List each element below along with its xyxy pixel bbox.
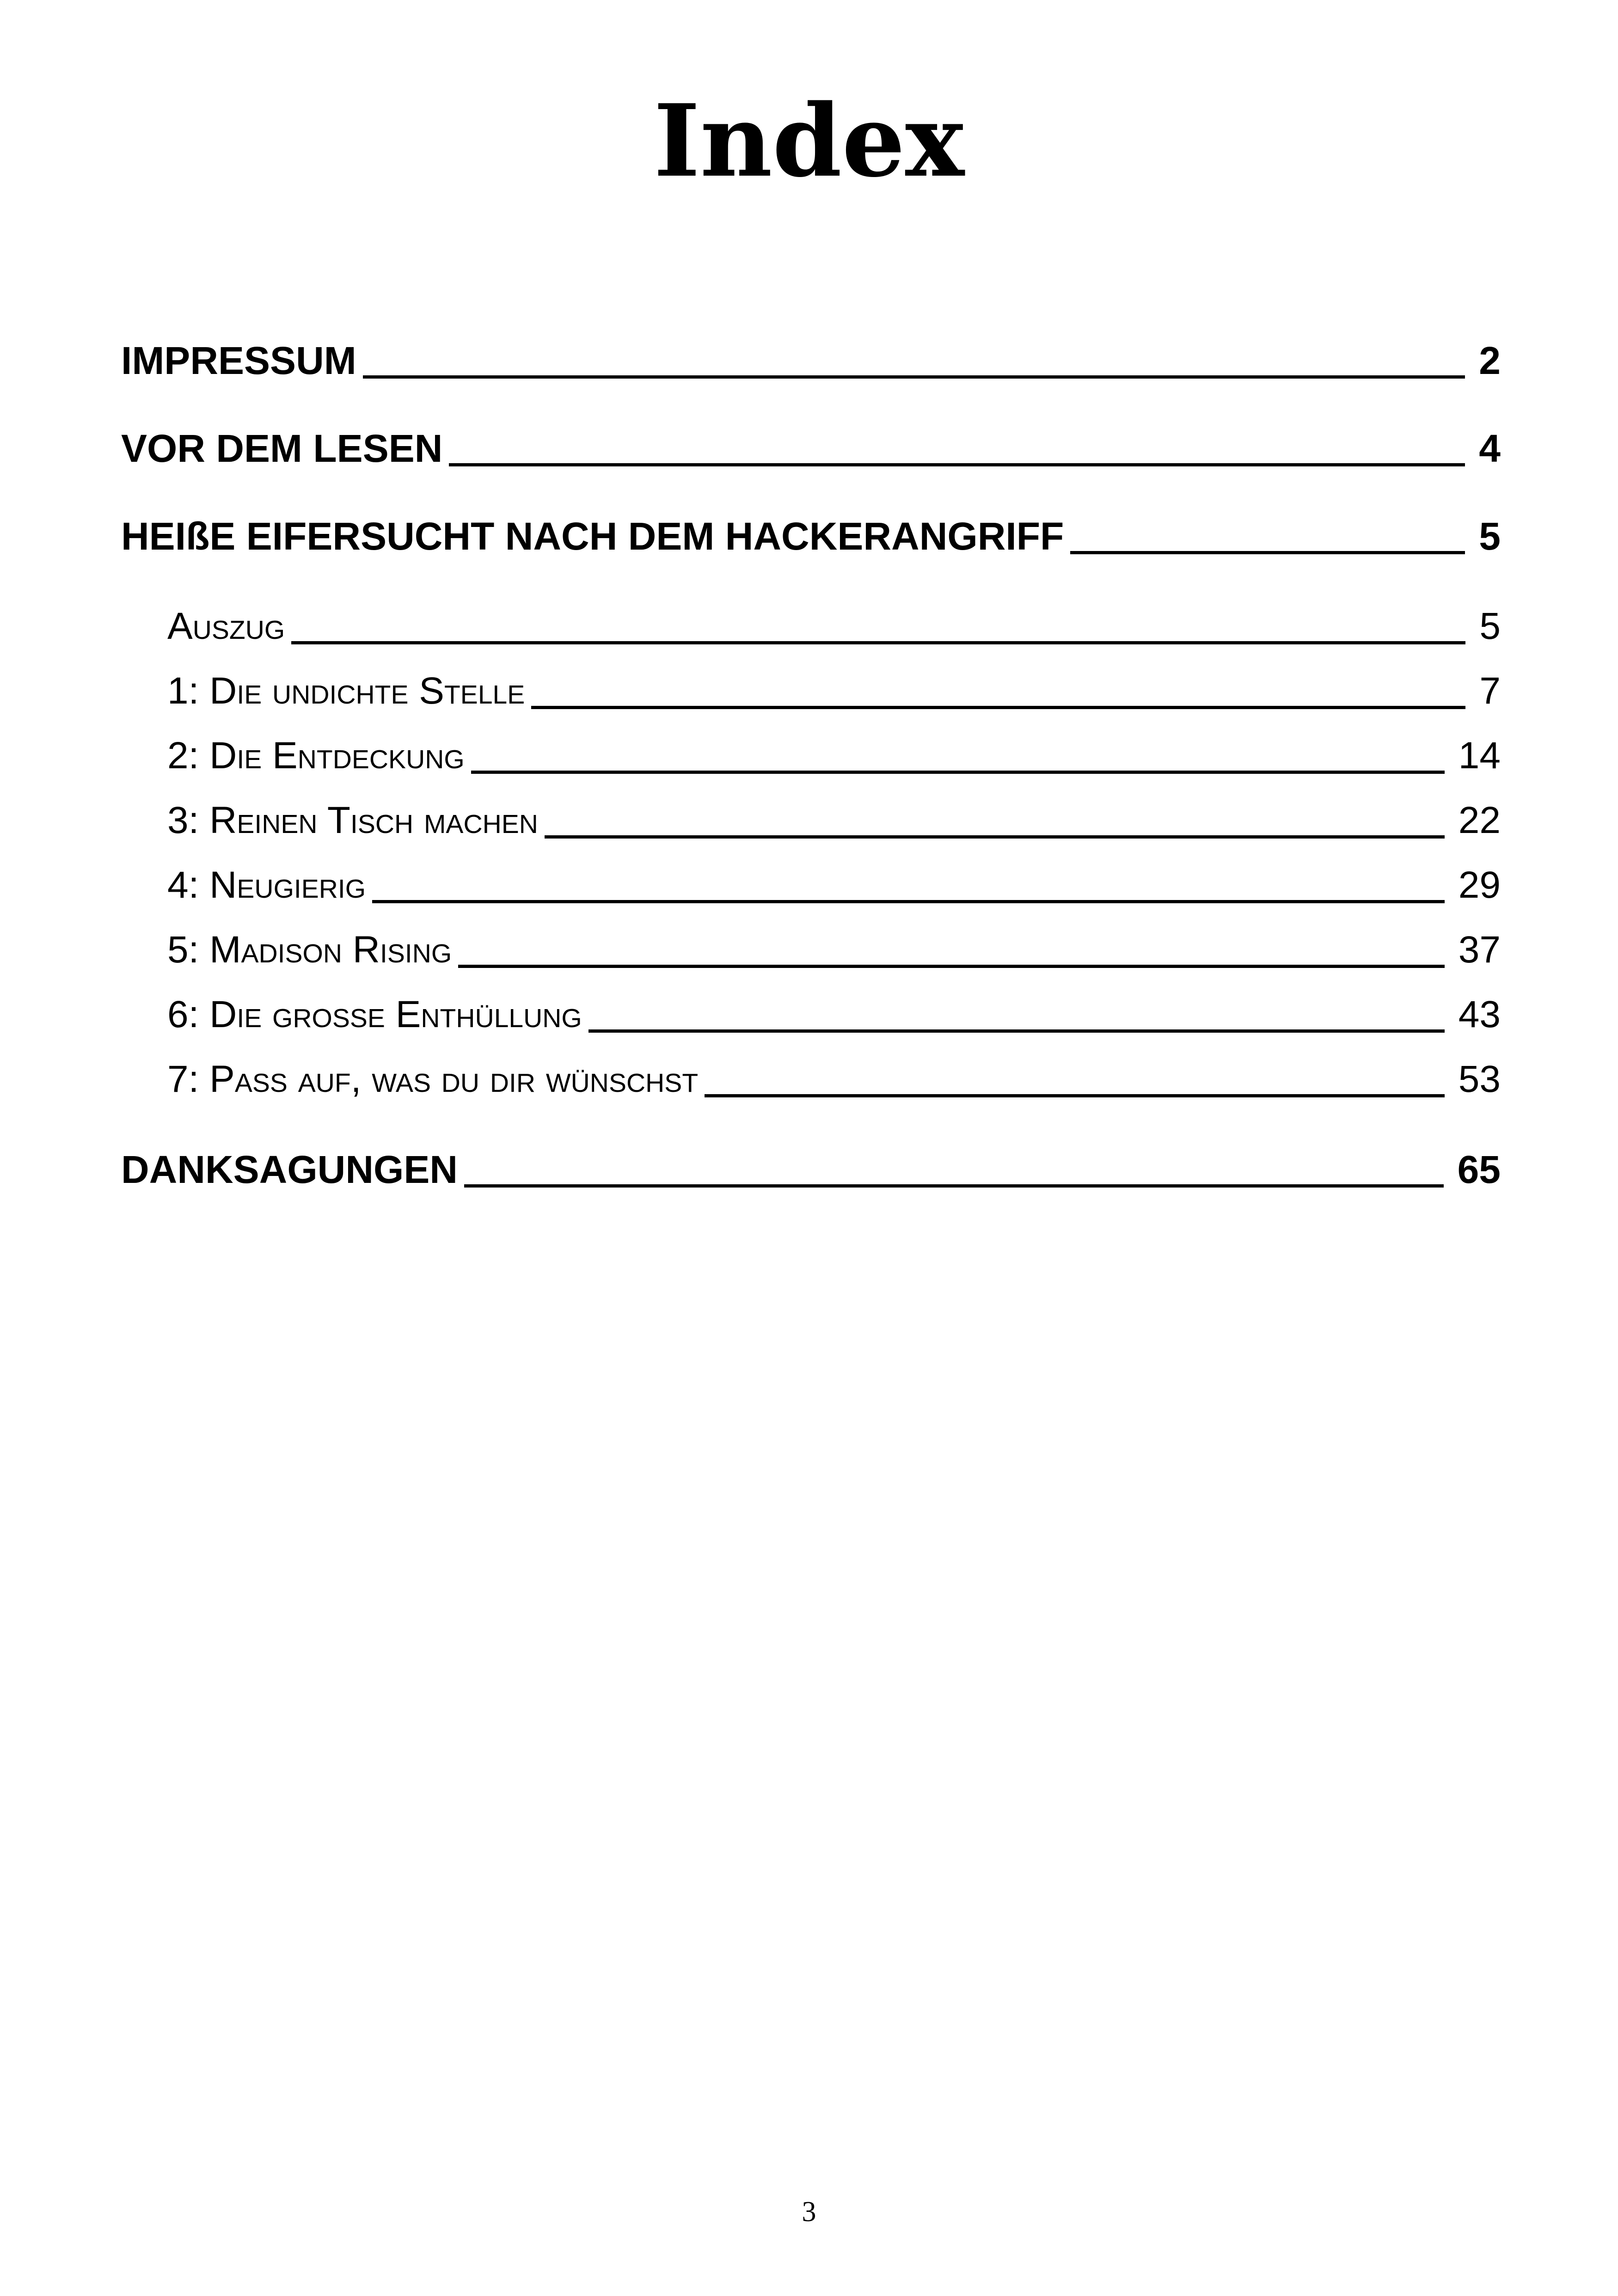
toc-entry-page: 2: [1479, 339, 1501, 382]
toc-entry-chapter-4[interactable]: [167, 860, 1501, 911]
toc-leader-line: [464, 1184, 1444, 1188]
toc-entry-label: 3: Reinen Tisch machen: [167, 799, 538, 841]
toc-leader-line: [363, 375, 1465, 379]
toc-entry-label: 6: Die große Enthüllung: [167, 993, 582, 1035]
toc-entry-chapter-1[interactable]: [167, 666, 1501, 716]
toc-entry-label: 4: Neugierig: [167, 864, 366, 906]
toc-leader-line: [471, 771, 1445, 774]
toc-entry-chapter-3[interactable]: [167, 795, 1501, 846]
toc-entry-danksagungen[interactable]: [121, 1144, 1501, 1195]
toc-entry-chapter-2[interactable]: [167, 730, 1501, 781]
toc-entry-page: 7: [1479, 670, 1501, 712]
toc-entry-page: 43: [1458, 993, 1501, 1035]
toc-entry-auszug[interactable]: [167, 601, 1501, 652]
toc-entry-page: 29: [1458, 864, 1501, 906]
toc-entry-label: DANKSAGUNGEN: [121, 1148, 458, 1191]
toc-leader-line: [1070, 551, 1465, 554]
toc-entry-heisse-eifersucht[interactable]: [121, 511, 1501, 562]
toc-entry-page: 5: [1479, 605, 1501, 647]
toc-leader-line: [291, 641, 1465, 644]
toc-entry-chapter-6[interactable]: [167, 989, 1501, 1040]
toc-leader-line: [458, 965, 1445, 968]
toc-entry-page: 14: [1458, 735, 1501, 777]
toc-leader-line: [372, 900, 1445, 903]
toc-entry-label: VOR DEM LESEN: [121, 427, 443, 470]
toc-leader-line: [531, 706, 1465, 709]
toc-entry-label: Auszug: [167, 605, 285, 647]
toc-leader-line: [545, 835, 1445, 839]
toc-entry-impressum[interactable]: [121, 335, 1501, 386]
page-number: 3: [802, 2196, 816, 2228]
toc-entry-page: 4: [1479, 427, 1501, 470]
toc-entry-label: 2: Die Entdeckung: [167, 735, 465, 777]
toc-leader-line: [705, 1094, 1445, 1097]
toc-leader-line: [588, 1029, 1445, 1033]
toc-entry-page: 53: [1458, 1058, 1501, 1100]
toc-entry-chapter-5[interactable]: [167, 925, 1501, 975]
toc-entry-chapter-7[interactable]: [167, 1054, 1501, 1105]
toc-entry-page: 65: [1457, 1148, 1501, 1191]
toc-leader-line: [449, 463, 1465, 466]
toc-entry-label: 5: Madison Rising: [167, 929, 452, 971]
toc-entry-label: 1: Die undichte Stelle: [167, 670, 525, 712]
toc-entry-label: IMPRESSUM: [121, 339, 356, 382]
toc-entry-page: 5: [1479, 514, 1501, 558]
toc-entry-page: 37: [1458, 929, 1501, 971]
page-title: Index: [653, 82, 965, 199]
toc-entry-page: 22: [1458, 799, 1501, 841]
toc-entry-vor-dem-lesen[interactable]: [121, 423, 1501, 474]
toc-entry-label: 7: Pass auf, was du dir wünschst: [167, 1058, 699, 1100]
toc-entry-label: HEIßE EIFERSUCHT NACH DEM HACKERANGRIFF: [121, 514, 1064, 558]
